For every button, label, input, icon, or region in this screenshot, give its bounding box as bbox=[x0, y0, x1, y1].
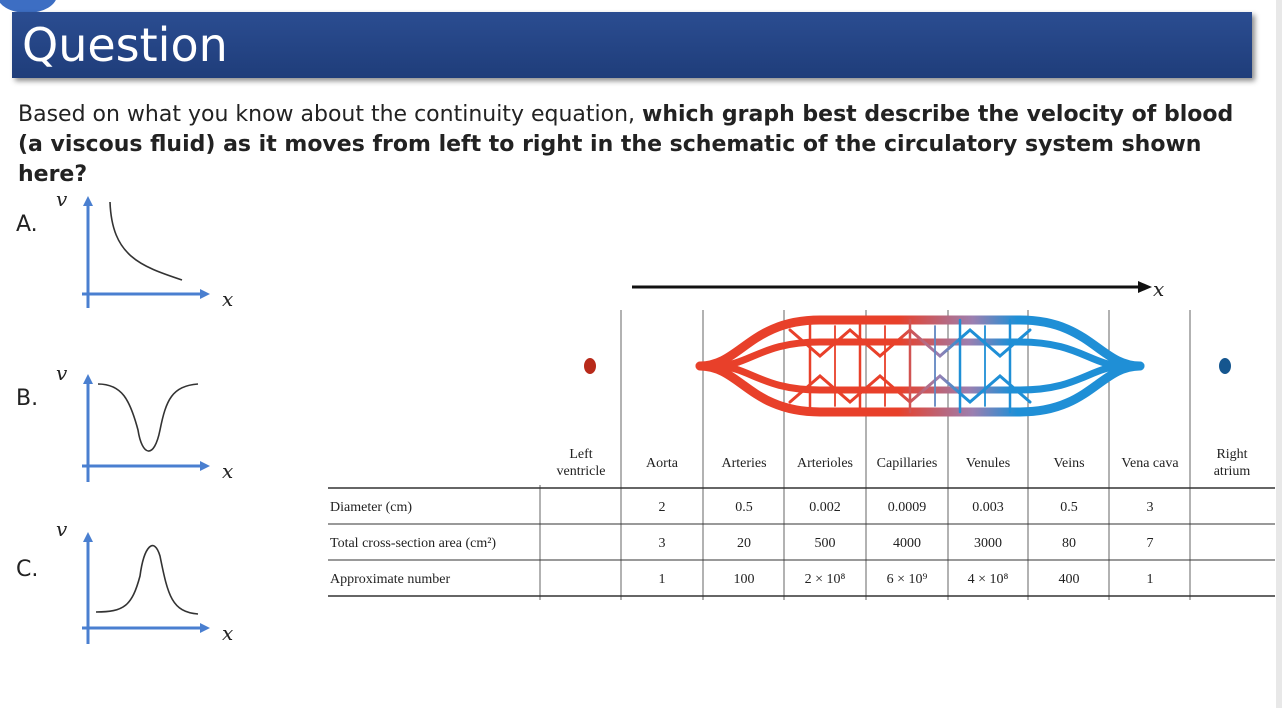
flow-direction-arrowhead bbox=[1138, 281, 1152, 293]
table-cell: 20 bbox=[737, 536, 751, 551]
option-b-letter: B. bbox=[16, 386, 39, 411]
col-header-venules: Venules bbox=[965, 456, 1011, 471]
option-c-y-label: v bbox=[56, 517, 68, 541]
col-header-right-atrium-line1: Right bbox=[1216, 447, 1248, 462]
row-label-cross-section: Total cross-section area (cm²) bbox=[330, 536, 497, 551]
table-cell: 100 bbox=[733, 572, 755, 587]
table-cell: 3000 bbox=[974, 536, 1002, 551]
col-header-capillaries: Capillaries bbox=[876, 456, 938, 471]
left-vessel-opening bbox=[584, 358, 596, 374]
option-a-curve bbox=[110, 202, 182, 280]
col-header-left-ventricle-line1: Left bbox=[569, 447, 593, 462]
option-c-curve bbox=[96, 546, 198, 614]
col-header-arterioles: Arterioles bbox=[797, 456, 853, 471]
option-a-y-label: v bbox=[56, 187, 68, 211]
table-cell: 0.0009 bbox=[887, 500, 927, 515]
slide-title: Question bbox=[22, 18, 228, 72]
col-header-left-ventricle-line2: ventricle bbox=[556, 464, 606, 479]
option-b-y-label: v bbox=[56, 361, 68, 385]
table-cell: 4000 bbox=[893, 536, 921, 551]
option-a-graph[interactable] bbox=[50, 186, 250, 316]
col-header-vena-cava: Vena cava bbox=[1121, 456, 1179, 471]
table-cell: 2 bbox=[658, 500, 666, 515]
right-vessel-opening bbox=[1219, 358, 1231, 374]
option-b-x-label: x bbox=[222, 459, 234, 483]
table-cell: 1 bbox=[658, 572, 666, 587]
circulatory-schematic bbox=[320, 270, 1275, 610]
table-cell: 0.003 bbox=[972, 500, 1004, 515]
question-text bbox=[18, 100, 1258, 190]
table-cell: 500 bbox=[814, 536, 836, 551]
table-cell: 80 bbox=[1062, 536, 1076, 551]
table-cell: 2 × 10⁸ bbox=[804, 572, 846, 587]
option-a-x-arrow bbox=[200, 289, 210, 299]
column-headers bbox=[557, 447, 1251, 479]
option-b-x-arrow bbox=[200, 461, 210, 471]
table-cell: 0.5 bbox=[735, 500, 753, 515]
col-header-aorta: Aorta bbox=[646, 456, 678, 471]
option-a-y-arrow bbox=[83, 196, 93, 206]
row-label-number: Approximate number bbox=[330, 572, 451, 587]
vessel-network bbox=[590, 320, 1225, 412]
table-cell: 400 bbox=[1058, 572, 1080, 587]
table-cell: 3 bbox=[658, 536, 666, 551]
table-cell: 0.002 bbox=[809, 500, 841, 515]
question-plain: Based on what you know about the continuity equation, bbox=[18, 102, 643, 127]
table-cell: 0.5 bbox=[1060, 500, 1078, 515]
table-cell: 3 bbox=[1146, 500, 1154, 515]
col-header-arteries: Arteries bbox=[721, 456, 767, 471]
option-a-x-label: x bbox=[222, 287, 234, 311]
row-label-diameter: Diameter (cm) bbox=[330, 500, 413, 515]
window-edge bbox=[1276, 0, 1282, 708]
col-header-right-atrium-line2: atrium bbox=[1213, 464, 1251, 479]
flow-axis-label: x bbox=[1153, 277, 1165, 301]
option-c-x-label: x bbox=[222, 621, 234, 645]
table-cells bbox=[659, 500, 1154, 587]
question-bold-1: which graph best describe the velocity of blood bbox=[642, 102, 1234, 127]
table-body bbox=[330, 500, 496, 587]
option-c-x-arrow bbox=[200, 623, 210, 633]
table-cell: 6 × 10⁹ bbox=[886, 572, 928, 587]
column-dividers bbox=[540, 310, 1190, 600]
option-b-graph[interactable] bbox=[50, 360, 250, 490]
option-a-letter: A. bbox=[16, 212, 38, 237]
table-cell: 1 bbox=[1146, 572, 1154, 587]
option-b-y-arrow bbox=[83, 374, 93, 384]
table-cell: 7 bbox=[1146, 536, 1154, 551]
option-c-graph[interactable] bbox=[50, 516, 250, 646]
option-c-letter: C. bbox=[16, 557, 39, 582]
title-bar bbox=[12, 12, 1252, 78]
question-bold-2: (a viscous fluid) as it moves from left to right in the schematic of the circulatory system shown here? bbox=[18, 132, 1202, 187]
col-header-veins: Veins bbox=[1053, 456, 1085, 471]
option-c-y-arrow bbox=[83, 532, 93, 542]
table-cell: 4 × 10⁸ bbox=[967, 572, 1009, 587]
option-b-curve bbox=[98, 384, 198, 451]
